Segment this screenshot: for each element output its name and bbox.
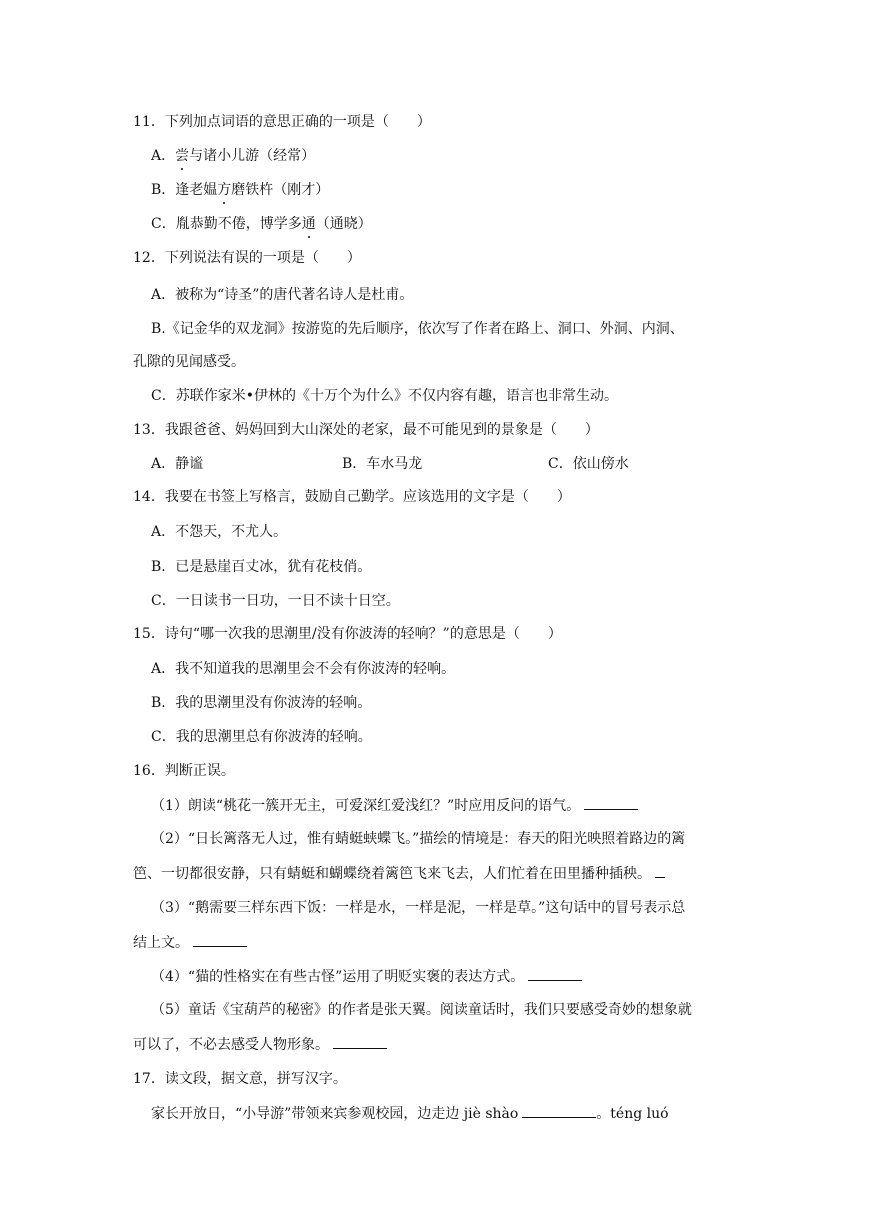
q17-passage-text: 家长开放日，“小导游”带领来宾参观校园，边走边 jiè shào <box>151 1106 519 1122</box>
answer-blank[interactable] <box>522 1103 596 1118</box>
answer-blank[interactable] <box>655 863 665 878</box>
q13-option-c[interactable]: C．依山傍水 <box>548 456 629 472</box>
q12-stem: 12．下列说法有误的一项是（ ） <box>133 250 361 266</box>
q11-option-c-prefix: C．胤恭勤不倦，博学多 <box>151 216 302 232</box>
q16-statement-4-text: （4）“猫的性格实在有些古怪”运用了明贬实褒的表达方式。 <box>151 969 525 985</box>
answer-blank[interactable] <box>584 795 638 810</box>
q13-option-a[interactable]: A．静谧 <box>151 456 204 472</box>
q17-passage-pinyin: 。téng luó <box>596 1106 669 1122</box>
q15-option-a[interactable]: A．我不知道我的思潮里会不会有你波涛的轻响。 <box>151 661 456 677</box>
q15-stem: 15．诗句“哪一次我的思潮里/没有你波涛的轻响？”的意思是（ ） <box>133 626 562 642</box>
q17-stem: 17．读文段，据文意，拼写汉字。 <box>133 1071 347 1087</box>
q12-option-b-line1[interactable]: B.《记金华的双龙洞》按游览的先后顺序，依次写了作者在路上、洞口、外洞、内洞、 <box>151 321 684 337</box>
q16-stem: 16．判断正误。 <box>133 763 235 779</box>
q11-option-b-prefix: B．逢老媪 <box>151 182 218 198</box>
q17-passage-line1 <box>151 1103 669 1123</box>
dotted-character: 方 <box>217 182 232 198</box>
answer-blank[interactable] <box>333 1034 387 1049</box>
answer-blank[interactable] <box>193 932 247 947</box>
q16-statement-5-line2 <box>133 1034 387 1054</box>
q16-statement-1-text: （1）朗读“桃花一簇开无主，可爱深红爱浅红？”时应用反问的语气。 <box>151 798 581 814</box>
q13-options-row <box>0 454 869 474</box>
q16-statement-3-line1: （3）“鹅需要三样东西下饭：一样是水，一样是泥，一样是草。”这句话中的冒号表示总 <box>151 900 686 916</box>
q16-statement-5-text: 可以了，不必去感受人物形象。 <box>133 1037 329 1053</box>
q15-option-c[interactable]: C．我的思潮里总有你波涛的轻响。 <box>151 729 372 745</box>
q13-stem: 13．我跟爸爸、妈妈回到大山深处的老家，最不可能见到的景象是（ ） <box>133 422 599 438</box>
q11-option-a-prefix: A． <box>151 148 176 164</box>
q16-statement-3-line2 <box>133 932 247 952</box>
q12-option-c[interactable]: C．苏联作家米•伊林的《十万个为什么》不仅内容有趣，语言也非常生动。 <box>151 388 618 404</box>
answer-blank[interactable] <box>528 966 582 981</box>
q16-statement-2-line1: （2）“日长篱落无人过，惟有蜻蜓蛱蝶飞。”描绘的情境是：春天的阳光映照着路边的篱 <box>151 831 686 847</box>
q16-statement-5-line1: （5）童话《宝葫芦的秘密》的作者是张天翼。阅读童话时，我们只要感受奇妙的想象就 <box>151 1002 692 1018</box>
q14-stem: 14．我要在书签上写格言，鼓励自己勤学。应该选用的文字是（ ） <box>133 489 571 505</box>
q14-option-b[interactable]: B．已是悬崖百丈冰，犹有花枝俏。 <box>151 559 372 575</box>
q12-option-a[interactable]: A．被称为“诗圣”的唐代著名诗人是杜甫。 <box>151 287 414 303</box>
q12-option-b-line2: 孔隙的见闻感受。 <box>133 354 245 370</box>
q15-option-b[interactable]: B．我的思潮里没有你波涛的轻响。 <box>151 695 372 711</box>
dotted-character: 通 <box>301 216 316 232</box>
dotted-character: 尝 <box>175 148 190 164</box>
q11-option-c-text: （通晓） <box>315 216 372 232</box>
q16-statement-2-text: 笆、一切都很安静，只有蜻蜓和蝴蝶绕着篱笆飞来飞去，人们忙着在田里播种插秧。 <box>133 866 651 882</box>
q14-option-a[interactable]: A．不怨天，不尤人。 <box>151 524 288 540</box>
q11-option-b[interactable] <box>151 180 329 200</box>
q14-option-c[interactable]: C．一日读书一日功，一日不读十日空。 <box>151 593 400 609</box>
q11-option-a[interactable] <box>151 146 315 166</box>
q11-stem: 11．下列加点词语的意思正确的一项是（ ） <box>133 114 431 130</box>
q13-option-b[interactable]: B．车水马龙 <box>342 456 423 472</box>
q16-statement-4 <box>151 966 582 986</box>
q11-option-c[interactable] <box>151 214 372 234</box>
q16-statement-2-line2 <box>133 863 665 883</box>
q11-option-a-text: 与诸小儿游（经常） <box>189 148 316 164</box>
q11-option-b-text: 磨铁杵（刚才） <box>231 182 330 198</box>
q16-statement-1 <box>151 795 638 815</box>
q16-statement-3-text: 结上文。 <box>133 935 189 951</box>
